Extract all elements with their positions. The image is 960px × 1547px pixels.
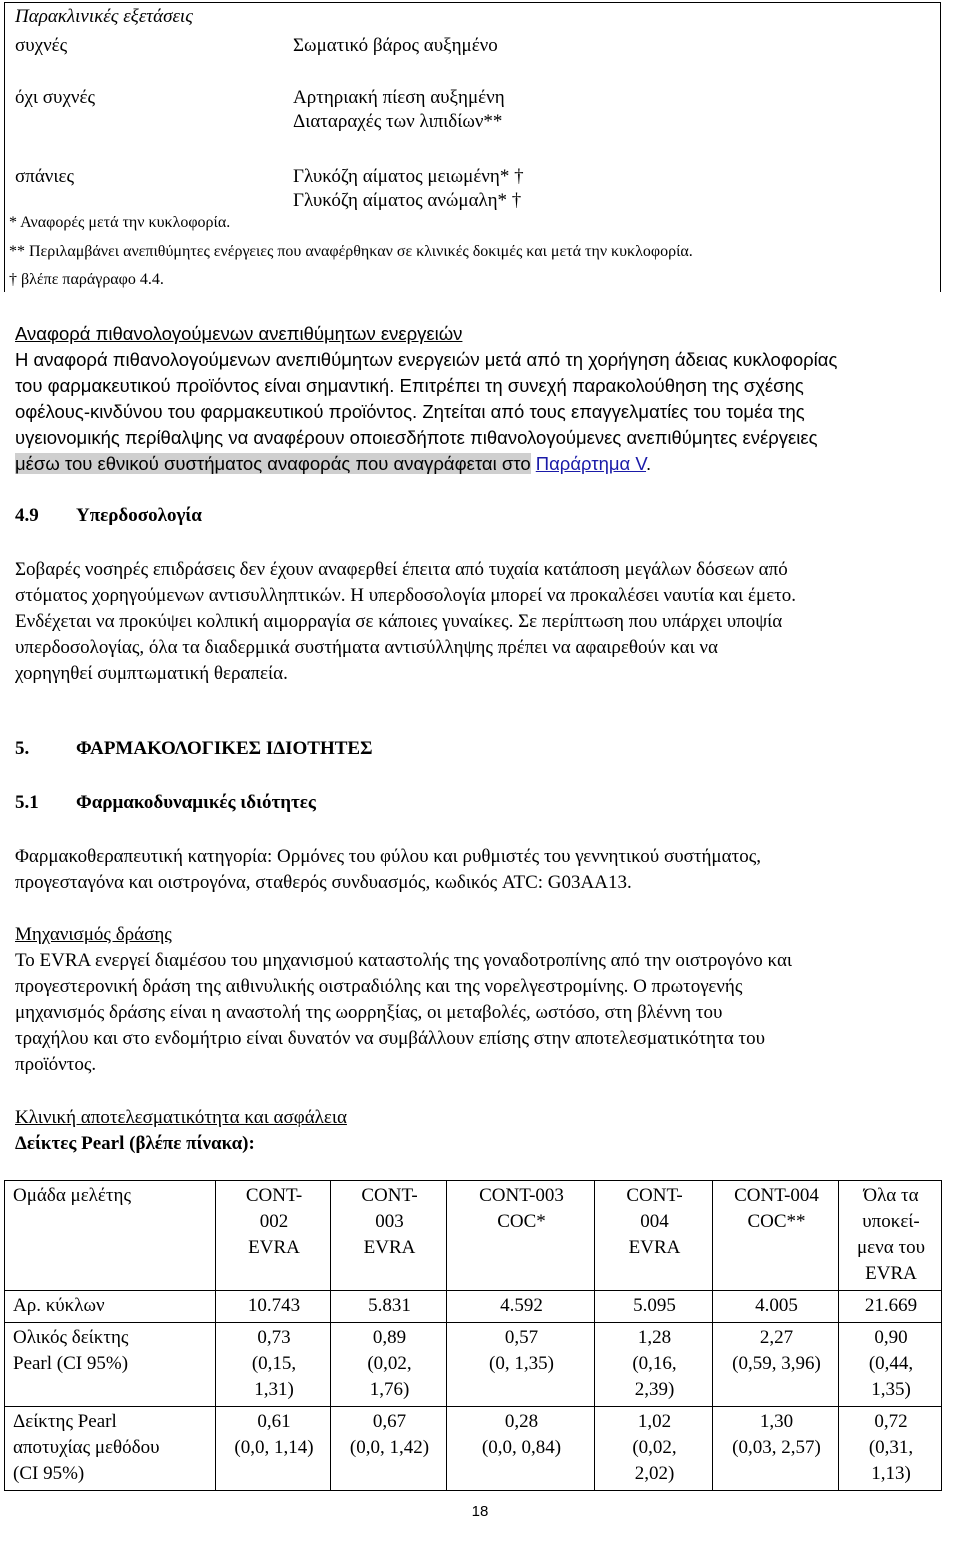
table-cell <box>839 1323 942 1407</box>
paragraph-line: Το EVRA ενεργεί διαμέσου του μηχανισμού καταστολής της γοναδοτροπίνης από την οιστρογόνο και <box>15 950 793 971</box>
table-cell <box>331 1181 447 1291</box>
footnote: ** Περιλαμβάνει ανεπιθύμητες ενέργειες που αναφέρθηκαν σε κλινικές δοκιμές και μετά την κυκλοφορία. <box>9 243 693 260</box>
cell-line: (0,0, 1,42) <box>349 1437 430 1458</box>
footnote: * Αναφορές μετά την κυκλοφορία. <box>9 214 231 231</box>
paragraph-line: Σοβαρές νοσηρές επιδράσεις δεν έχουν αναφερθεί έπειτα από τυχαία κατάποση μεγάλων δόσεων από <box>15 559 788 580</box>
cell-line: 003 <box>375 1211 404 1232</box>
table-cell <box>595 1291 713 1323</box>
paragraph-line: υγειονομικής περίθαλψης να αναφέρουν οποιεσδήποτε πιθανολογούμενες ανεπιθύμητες ενέργειες <box>15 427 818 448</box>
paragraph-line: προγεσταγόνα και οιστρογόνα, σταθερός συνδυασμός, κωδικός ATC: G03AA13. <box>15 872 632 893</box>
cell-line: 1,31) <box>254 1379 294 1400</box>
cell-line: μενα του <box>856 1237 925 1258</box>
cell-line: υποκεί- <box>862 1211 920 1232</box>
table-cell <box>713 1407 839 1491</box>
table-cell <box>331 1407 447 1491</box>
annex-v-link[interactable]: Παράρτημα V <box>535 453 647 474</box>
page-number: 18 <box>471 1503 489 1520</box>
cell-line: CONT- <box>626 1185 683 1206</box>
cell-line: 1,13) <box>871 1463 911 1484</box>
event-label: Σωματικό βάρος αυξημένο <box>293 35 498 56</box>
cell-line: 2,27 <box>759 1327 794 1348</box>
paragraph-line: προϊόντος. <box>15 1054 97 1075</box>
cell-line: 002 <box>259 1211 289 1232</box>
cell-line: (0,44, <box>868 1353 914 1374</box>
section-title: Αναφορά πιθανολογούμενων ανεπιθύμητων ενεργειών <box>15 323 463 344</box>
frequency-label: συχνές <box>15 35 68 56</box>
cell-line: EVRA <box>248 1237 300 1258</box>
cell-line: 1,35) <box>871 1379 911 1400</box>
table-cell <box>447 1407 595 1491</box>
row-label-cell <box>5 1291 216 1323</box>
cell-line: 10.743 <box>247 1295 301 1316</box>
cell-line: 0,28 <box>504 1411 539 1432</box>
paragraph-line: οφέλους-κινδύνου του φαρμακευτικού προϊόντος. Ζητείται από τους επαγγελματίες του τομέα της <box>15 401 805 422</box>
subsection-subtitle: Δείκτες Pearl (βλέπε πίνακα): <box>15 1133 255 1154</box>
cell-line: COC* <box>497 1211 546 1232</box>
subsection-title: Κλινική αποτελεσματικότητα και ασφάλεια <box>15 1107 347 1128</box>
paragraph-line: υπερδοσολογίας, όλα τα διαδερμικά συστήματα αντισύλληψης πρέπει να αφαιρεθούν και να <box>15 637 718 658</box>
cell-line: (0,02, <box>367 1353 412 1374</box>
section-number: 5.1 <box>15 792 39 813</box>
paragraph-line: Ενδέχεται να προκύψει κολπική αιμορραγία σε κάποιες γυναίκες. Σε περίπτωση που υπάρχει υποψία <box>15 611 783 632</box>
cell-line: (0,16, <box>632 1353 677 1374</box>
cell-line: (0,31, <box>868 1437 914 1458</box>
cell-line: (0,02, <box>632 1437 677 1458</box>
table-cell <box>331 1323 447 1407</box>
cell-line: CONT-004 <box>734 1185 819 1206</box>
row-label-cell <box>5 1407 216 1491</box>
adverse-events-table <box>4 2 941 212</box>
paragraph-line: τραχήλου και στο ενδομήτριο είναι δυνατόν να συμβάλλουν επίσης στην αποτελεσματικότητα του <box>15 1028 765 1049</box>
event-label: Αρτηριακή πίεση αυξημένη <box>293 87 505 108</box>
table-cell <box>331 1291 447 1323</box>
cell-line: CONT-003 <box>479 1185 564 1206</box>
table-cell <box>595 1323 713 1407</box>
section-title: Υπερδοσολογία <box>76 505 202 526</box>
table-cell <box>595 1407 713 1491</box>
pharmacotherapeutic-paragraph <box>15 844 945 896</box>
cell-line: 4.005 <box>755 1295 798 1316</box>
adverse-events-footnotes <box>4 212 941 292</box>
section-title: Φαρμακοδυναμικές ιδιότητες <box>76 792 316 813</box>
paragraph-line: Φαρμακοθεραπευτική κατηγορία: Ορμόνες του φύλου και ρυθμιστές του γεννητικού συστήματος, <box>15 846 761 867</box>
cell-line: COC** <box>747 1211 806 1232</box>
cell-line: 2,39) <box>634 1379 675 1400</box>
table-cell <box>839 1291 942 1323</box>
paragraph-line: στόματος χορηγούμενων αντισυλληπτικών. Η υπερδοσολογία μπορεί να προκαλέσει ναυτία και έμετο. <box>15 585 797 606</box>
row-label-cell <box>5 1323 216 1407</box>
section-title: ΦΑΡΜΑΚΟΛΟΓΙΚΕΣ ΙΔΙΟΤΗΤΕΣ <box>76 738 373 759</box>
table-header-row <box>5 1181 942 1291</box>
paragraph-line: μηχανισμός δράσης είναι η αναστολή της ωορρηξίας, οι μεταβολές, ωστόσο, στη βλέννη του <box>15 1002 723 1023</box>
reporting-section <box>15 321 945 477</box>
cell-line: (0,03, 2,57) <box>732 1437 821 1458</box>
cell-line: Pearl (CI 95%) <box>13 1353 129 1374</box>
cell-line: (0,0, 1,14) <box>234 1437 314 1458</box>
table-cell <box>447 1291 595 1323</box>
cell-line: (CI 95%) <box>13 1463 85 1484</box>
subsection-title: Μηχανισμός δράσης <box>15 924 172 945</box>
table-cell <box>447 1181 595 1291</box>
cell-line: Ομάδα μελέτης <box>13 1185 131 1206</box>
cell-line: (0,15, <box>251 1353 297 1374</box>
paragraph-line: του φαρμακευτικού προϊόντος είναι σημαντική. Επιτρέπει τη συνεχή παρακολούθηση της σχέσης <box>15 375 804 396</box>
frequency-label: όχι συχνές <box>15 87 95 108</box>
table-heading: Παρακλινικές εξετάσεις <box>15 6 193 27</box>
overdose-paragraph <box>15 557 945 687</box>
table-cell <box>713 1291 839 1323</box>
cell-line: 5.831 <box>368 1295 411 1316</box>
cell-line: 0,61 <box>257 1411 291 1432</box>
cell-line: 0,73 <box>257 1327 291 1348</box>
cell-line: (0,0, 0,84) <box>481 1437 562 1458</box>
table-cell <box>447 1323 595 1407</box>
table-cell <box>216 1323 331 1407</box>
table-cell <box>713 1323 839 1407</box>
cell-line: EVRA <box>628 1237 681 1258</box>
mechanism-section <box>15 922 945 1078</box>
cell-line: CONT- <box>361 1185 418 1206</box>
cell-line: αποτυχίας μεθόδου <box>13 1437 160 1458</box>
table-cell <box>839 1181 942 1291</box>
row-label-cell <box>5 1181 216 1291</box>
table-row <box>5 1407 942 1491</box>
cell-line: 0,67 <box>372 1411 407 1432</box>
frequency-label: σπάνιες <box>15 166 74 187</box>
pearl-index-table <box>4 1180 942 1491</box>
cell-line: Αρ. κύκλων <box>13 1295 105 1316</box>
cell-line: EVRA <box>865 1263 917 1284</box>
cell-line: EVRA <box>363 1237 416 1258</box>
cell-line: 1,76) <box>369 1379 410 1400</box>
cell-line: Ολικός δείκτης <box>13 1327 129 1348</box>
table-cell <box>595 1181 713 1291</box>
table-cell <box>713 1181 839 1291</box>
paragraph-line: προγεστερονική δράση της αιθινυλικής οιστραδιόλης και της νορελγεστρομίνης. Ο πρωτογενής <box>15 976 743 997</box>
cell-line: 0,90 <box>874 1327 908 1348</box>
section-number: 4.9 <box>15 505 39 526</box>
table-cell <box>216 1181 331 1291</box>
paragraph-line: χορηγηθεί συμπτωματική θεραπεία. <box>15 663 288 684</box>
cell-line: 0,72 <box>874 1411 908 1432</box>
period: . <box>646 453 652 474</box>
cell-line: Όλα τα <box>863 1185 919 1206</box>
cell-line: 2,02) <box>634 1463 675 1484</box>
cell-line: (0, 1,35) <box>489 1353 554 1374</box>
cell-line: 5.095 <box>633 1295 676 1316</box>
cell-line: CONT- <box>245 1185 303 1206</box>
table-row <box>5 1323 942 1407</box>
event-label: Γλυκόζη αίματος μειωμένη* † <box>293 166 524 187</box>
cell-line: 1,28 <box>637 1327 672 1348</box>
efficacy-section <box>15 1105 945 1157</box>
cell-line: 4.592 <box>500 1295 543 1316</box>
cell-line: 21.669 <box>864 1295 918 1316</box>
event-label: Διαταραχές των λιπιδίων** <box>293 111 503 132</box>
cell-line: 0,89 <box>372 1327 407 1348</box>
cell-line: 1,30 <box>759 1411 794 1432</box>
cell-line: 0,57 <box>504 1327 539 1348</box>
table-row <box>5 1291 942 1323</box>
table-cell <box>216 1291 331 1323</box>
cell-line: Δείκτης Pearl <box>13 1411 117 1432</box>
table-cell <box>839 1407 942 1491</box>
cell-line: (0,59, 3,96) <box>732 1353 821 1374</box>
highlighted-text: μέσω του εθνικού συστήματος αναφοράς που αναγράφεται στο <box>15 453 531 474</box>
event-label: Γλυκόζη αίματος ανώμαλη* † <box>293 190 522 211</box>
table-cell <box>216 1407 331 1491</box>
footnote: † βλέπε παράγραφο 4.4. <box>9 271 164 288</box>
section-number: 5. <box>15 738 30 759</box>
cell-line: 004 <box>640 1211 669 1232</box>
cell-line: 1,02 <box>637 1411 672 1432</box>
paragraph-line: Η αναφορά πιθανολογούμενων ανεπιθύμητων ενεργειών μετά από τη χορήγηση άδειας κυκλοφορίας <box>15 349 838 370</box>
